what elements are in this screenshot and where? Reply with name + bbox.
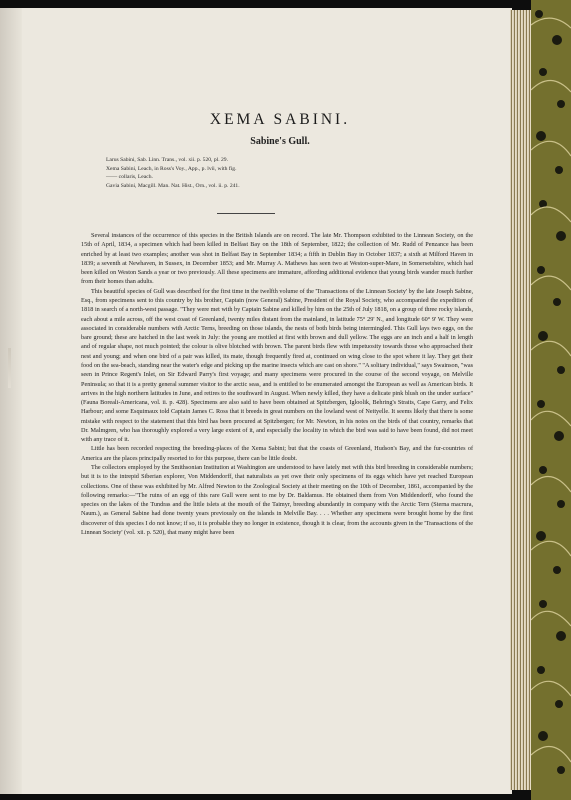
synonym-entry: Larus Sabini, Sab. Linn. Trans., vol. xii. p. 520, pl. 29. <box>106 157 228 163</box>
synonym-entry: Gavia Sabini, Macgill. Man. Nat. Hist., Orn., vol. ii. p. 241. <box>106 182 240 189</box>
synonym-entry: Xema Sabini, Leach, in Ross's Voy., App., p. lvii, with fig. <box>106 165 237 172</box>
paragraph: Several instances of the occurrence of this species in the British Islands are on record. The late Mr. Thompson exhibited to the Linnean Society, on the 15th of April, 1834, a specimen which had been killed in Belfast Bay on the 18th of September, 1822; the collection of Mr. Rudd of Penzance has been enriched by at least two examples; another was shot in Belfast Bay in September 1834; a fifth in Dublin Bay in October 1837; a sixth at Milford Haven in 1839; a seventh at Newhaven, in Sussex, in December 1853; and Mr. Murray A. Mathews has seen two at Weston-super-Mare, in Somersetshire, which had been killed on Weston Sands a year or two previously. All these specimens are immature, affording additional evidence that young birds wander much further from their homes than adults. <box>81 232 473 286</box>
paragraph: This beautiful species of Gull was described for the first time in the twelfth volume of the 'Transactions of the Linnean Society' by the late Joseph Sabine, Esq., from specimens sent to this country by his brother, Captain (now General) Sabine, President of the Royal Society, who accompanied the expedition of 1818 in search of a north-west passage. "They were met with by Captain Sabine and killed by him on the 25th of July 1818, on a group of three rocky islands, each about a mile across, off the west coast of Greenland, twenty miles distant from the mainland, in latitude 75° 29' N., and longitude 60° 9' W. They were associated in considerable numbers with Arctic Terns, breeding on those islands, the nests of both birds being intermingled. This Gull lays two eggs, on the bare ground; these are hatched in the last week in July: the young are mottled at first with brown and dull yellow. The eggs are an inch and a half in length and of regular shape, not much pointed; the colour is olive blotched with brown. The parent birds flew with impetuosity towards those who approached their nest and young; and when one bird of a pair was killed, its mate, though frequently fired at, continued on wing close to the spot where it lay. They get their food on the sea-beach, standing near the water's edge and picking up the marine insects which are cast on shore." "A solitary individual," says Swainson, "was seen in Prince Regent's Inlet, on Sir Edward Parry's first voyage; and many specimens were procured in the course of the second voyage, on Melville Peninsula; so that it is a pretty general summer visitor to the arctic seas, and is entitled to be enumerated amongst the European as well as American birds. It arrives in the high northern latitudes in June, and retires to the southward in August. When newly killed, they have a delicate pink blush on the under surface" (Fauna Boreali-Americana, vol. ii. p. 428). Specimens are also said to have been obtained at Spitzbergen, Igloolik, Behring's Straits, Cape Garry, and Felix Harbour; and some Esquimaux told Captain James C. Ross that it breeds in great numbers on the lowland west of Neityelle. It seems likely that there is some mistake with respect to the statement that this bird has been procured at Spitzbergen; for Mr. Newton, in his notes on the birds of that country, remarks that Dr. Malmgren, who has thoroughly explored a very large extent of it, and especially the locality in which the bird was said to have been found, did not meet with any trace of it. <box>81 287 473 444</box>
gutter-shadow <box>8 348 11 388</box>
paragraph: Little has been recorded respecting the breeding-places of the Xema Sabini; but that the coasts of Greenland, Hudson's Bay, and the fur-countries of America are the places principally resorted to for this purpose, there can be little doubt. <box>81 445 473 462</box>
page-gutter <box>0 8 22 794</box>
section-divider <box>217 213 275 214</box>
paragraph: The collectors employed by the Smithsonian Institution at Washington are understood to have lately met with this bird breeding in considerable numbers; but it is to the intrepid Siberian explorer, Von Middendorff, that naturalists as yet owe their only specimens of its eggs which have yet reached European collections. One of these was exhibited by Mr. Alfred Newton to the Zoological Society at their meeting on the 10th of December, 1861, accompanied by the following remarks:—"The ruins of an egg of this rare Gull were sent to me by Dr. Baldamus. He obtained them from Von Middendorff, who found the species on the lakes of the Tundras and the little islets at the mouth of the Taimyr, breeding abundantly in company with the Arctic Tern (Sterna macrura, Naum.), as General Sabine had done twenty years previously on the islands in Melville Bay. . . . Whether any specimens were brought home by the first discoverer of this species I do not know; if so, it is probable they no longer in existence, though it is clear, from the accounts given in the 'Transactions of the Linnean Society' (vol. xii. p. 520), that many might have been <box>81 464 473 536</box>
page-edges <box>510 10 532 790</box>
synonymy-list <box>106 156 466 190</box>
synonym-entry: —— collaris, Leach. <box>106 174 153 181</box>
marbled-cover-edge <box>531 0 571 800</box>
page-title: XEMA SABINI. <box>209 111 351 128</box>
article-body <box>81 231 473 537</box>
page-subtitle: Sabine's Gull. <box>250 136 310 147</box>
marbled-pattern-icon <box>531 0 571 800</box>
